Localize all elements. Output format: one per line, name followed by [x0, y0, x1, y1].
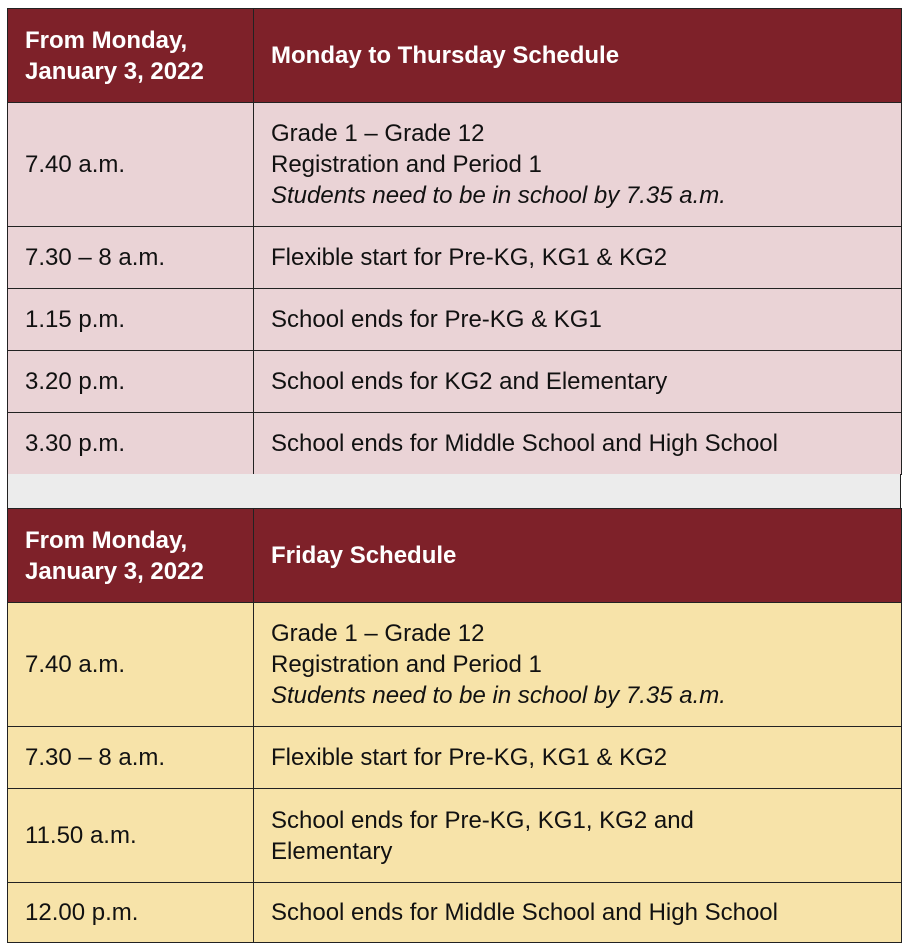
table-row: [8, 289, 902, 351]
description-line: Registration and Period 1: [271, 651, 542, 678]
time-cell: 7.30 – 8 a.m.: [8, 227, 254, 289]
table-row: [8, 883, 902, 943]
description-line: School ends for KG2 and Elementary: [271, 368, 668, 395]
date-label-line1: From Monday,: [25, 26, 188, 54]
description-line: School ends for Pre-KG, KG1, KG2 and: [271, 806, 694, 834]
table-header-row: [8, 9, 902, 103]
time-cell: 12.00 p.m.: [8, 883, 254, 943]
time-cell: 3.20 p.m.: [8, 351, 254, 413]
schedule-title: Friday Schedule: [254, 509, 902, 603]
table-row: [8, 351, 902, 413]
description-line: School ends for Pre-KG & KG1: [271, 306, 602, 333]
description-cell: [254, 103, 902, 227]
time-cell: 7.40 a.m.: [8, 603, 254, 727]
time-cell: 7.40 a.m.: [8, 103, 254, 227]
monday-thursday-schedule-table: [7, 8, 902, 475]
description-line: Flexible start for Pre-KG, KG1 & KG2: [271, 744, 668, 771]
description-cell: [254, 603, 902, 727]
description-line: Flexible start for Pre-KG, KG1 & KG2: [271, 244, 668, 271]
date-label-line2: January 3, 2022: [25, 557, 204, 585]
description-line: School ends for Middle School and High School: [271, 430, 778, 457]
description-line: Grade 1 – Grade 12: [271, 120, 485, 147]
description-line: School ends for Middle School and High School: [271, 899, 778, 926]
description-cell: [254, 289, 902, 351]
description-note: Students need to be in school by 7.35 a.m.: [271, 682, 726, 709]
description-line: Elementary: [271, 837, 393, 865]
date-label-line2: January 3, 2022: [25, 57, 204, 85]
time-cell: 7.30 – 8 a.m.: [8, 727, 254, 789]
table-row: [8, 603, 902, 727]
date-label-line1: From Monday,: [25, 526, 188, 554]
description-cell: [254, 727, 902, 789]
table-row: [8, 789, 902, 883]
table-row: [8, 727, 902, 789]
description-line: Registration and Period 1: [271, 151, 542, 178]
date-header-cell: [8, 9, 254, 103]
description-line: Grade 1 – Grade 12: [271, 620, 485, 647]
table-row: [8, 413, 902, 475]
date-header-cell: [8, 509, 254, 603]
description-cell: [254, 227, 902, 289]
description-cell: [254, 789, 902, 883]
time-cell: 11.50 a.m.: [8, 789, 254, 883]
description-note: Students need to be in school by 7.35 a.m.: [271, 182, 726, 209]
time-cell: 1.15 p.m.: [8, 289, 254, 351]
description-cell: [254, 351, 902, 413]
description-cell: [254, 883, 902, 943]
table-header-row: [8, 509, 902, 603]
table-row: [8, 227, 902, 289]
time-cell: 3.30 p.m.: [8, 413, 254, 475]
table-row: [8, 103, 902, 227]
description-cell: [254, 413, 902, 475]
schedule-title: Monday to Thursday Schedule: [254, 9, 902, 103]
table-spacer: [7, 474, 901, 508]
friday-schedule-table: [7, 508, 902, 943]
